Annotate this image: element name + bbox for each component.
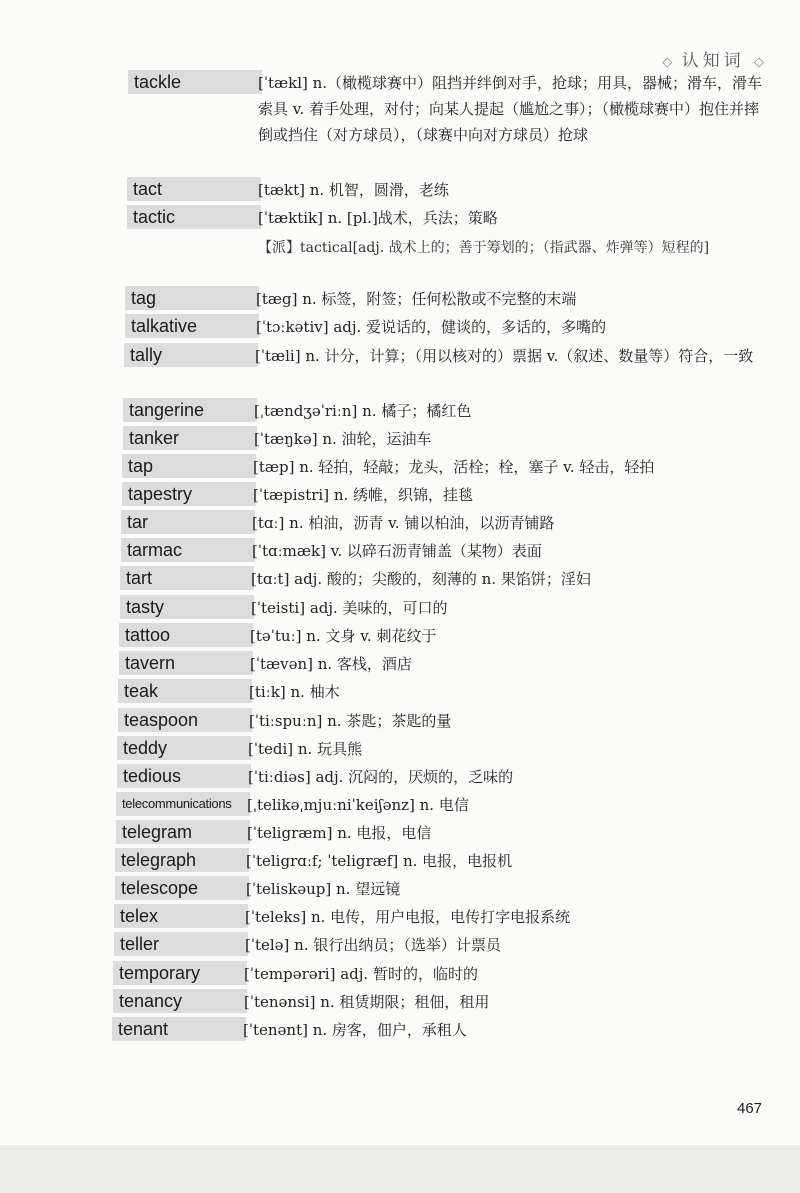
definition: [ˈtenənt] n. 房客，佃户，承租人 [243,1021,467,1039]
headword: telegraph [115,848,249,872]
headword: teak [118,679,252,703]
definition: [ˈtæpistri] n. 绣帷，织锦，挂毯 [253,486,474,504]
definition: [tækt] n. 机智，圆滑，老练 [258,181,449,199]
definition: [ˈtæli] n. 计分，计算；（用以核对的）票据 v.（叙述、数量等）符合，一致 [255,347,754,365]
definition: [tiːk] n. 柚木 [249,683,340,701]
headword: tar [121,510,255,534]
headword: tapestry [122,482,256,506]
headword: telecommunications [116,792,250,816]
headword: tenancy [113,989,247,1013]
definition: [ˈteligrɑːf; ˈteligræf] n. 电报，电报机 [246,852,513,870]
headword: tactic [127,205,261,229]
diamond-icon: ◇ [754,55,764,70]
definition: [ˈteliskəup] n. 望远镜 [246,880,401,898]
headword: telescope [115,876,249,900]
headword: tackle [128,70,262,94]
definition: [ˈteligræm] n. 电报，电信 [247,824,432,842]
headword: telegram [116,820,250,844]
definition: [tæg] n. 标签，附签；任何松散或不完整的末端 [256,290,577,308]
headword: tavern [119,651,253,675]
definition: [ˌtændʒəˈriːn] n. 橘子；橘红色 [254,402,472,420]
definition: [ˈtæktik] n. [pl.]战术，兵法；策略 [258,209,498,227]
diamond-icon: ◇ [662,55,673,70]
definition: [ˈtæŋkə] n. 油轮，运油车 [254,430,432,448]
definition: [ˈteleks] n. 电传，用户电报，电传打字电报系统 [245,908,571,926]
headword: tangerine [123,398,257,422]
headword: tally [124,343,258,367]
headword: tart [120,566,254,590]
definition: [ˈtækl] n.（橄榄球赛中）阻挡并绊倒对手，抢球；用具，器械；滑车，滑车索具 v. 着手处理，对付；向某人提起（尴尬之事）；（橄榄球赛中）抱住并摔倒或挡住（对方球员），（球赛中向对方球员）抢球 [258,74,763,144]
definition: [ˈtempərəri] adj. 暂时的，临时的 [244,965,478,983]
headword: tap [122,454,256,478]
headword: telex [114,904,248,928]
page-number: 467 [737,1100,763,1117]
headword: tenant [112,1017,246,1041]
headword: tag [125,286,259,310]
definition: [ˈtelə] n. 银行出纳员；（选举）计票员 [245,936,501,954]
definition: [ˈtɑːmæk] v. 以碎石沥青铺盖（某物）表面 [252,542,542,560]
scan-bottom-margin [0,1145,800,1193]
definition: [təˈtuː] n. 文身 v. 刺花纹于 [250,627,437,645]
headword: teller [114,932,248,956]
headword: teddy [117,736,251,760]
headword: temporary [113,961,247,985]
definition: [ˈtiːdiəs] adj. 沉闷的，厌烦的，乏味的 [248,768,514,786]
section-header [662,46,764,71]
definition: [ˈtævən] n. 客栈，酒店 [250,655,412,673]
definition: [ˈtiːspuːn] n. 茶匙；茶匙的量 [249,712,452,730]
definition: [tæp] n. 轻拍，轻敲；龙头，活栓；栓，塞子 v. 轻击，轻拍 [253,458,655,476]
definition: [tɑː] n. 柏油，沥青 v. 铺以柏油，以沥青铺路 [252,514,555,532]
definition: [tɑːt] adj. 酸的；尖酸的，刻薄的 n. 果馅饼；淫妇 [251,570,591,588]
headword: tattoo [119,623,253,647]
definition: [ˈtedi] n. 玩具熊 [248,740,363,758]
definition: [ˈteisti] adj. 美味的，可口的 [251,599,448,617]
headword: tanker [123,426,257,450]
section-title: 认知词 [681,51,745,71]
headword: teaspoon [118,708,252,732]
headword: tact [127,177,261,201]
headword: tedious [117,764,251,788]
derivative-note: 【派】tactical[adj. 战术上的；善于筹划的；（指武器、炸弹等）短程的] [258,240,710,256]
definition: [ˈtɔːkətiv] adj. 爱说话的，健谈的，多话的，多嘴的 [256,318,607,336]
definition: [ˈtenənsi] n. 租赁期限；租佃，租用 [244,993,490,1011]
headword: tarmac [121,538,255,562]
definition: [ˌtelikəˌmjuːniˈkeiʃənz] n. 电信 [247,796,469,814]
headword: tasty [120,595,254,619]
headword: talkative [125,314,259,338]
